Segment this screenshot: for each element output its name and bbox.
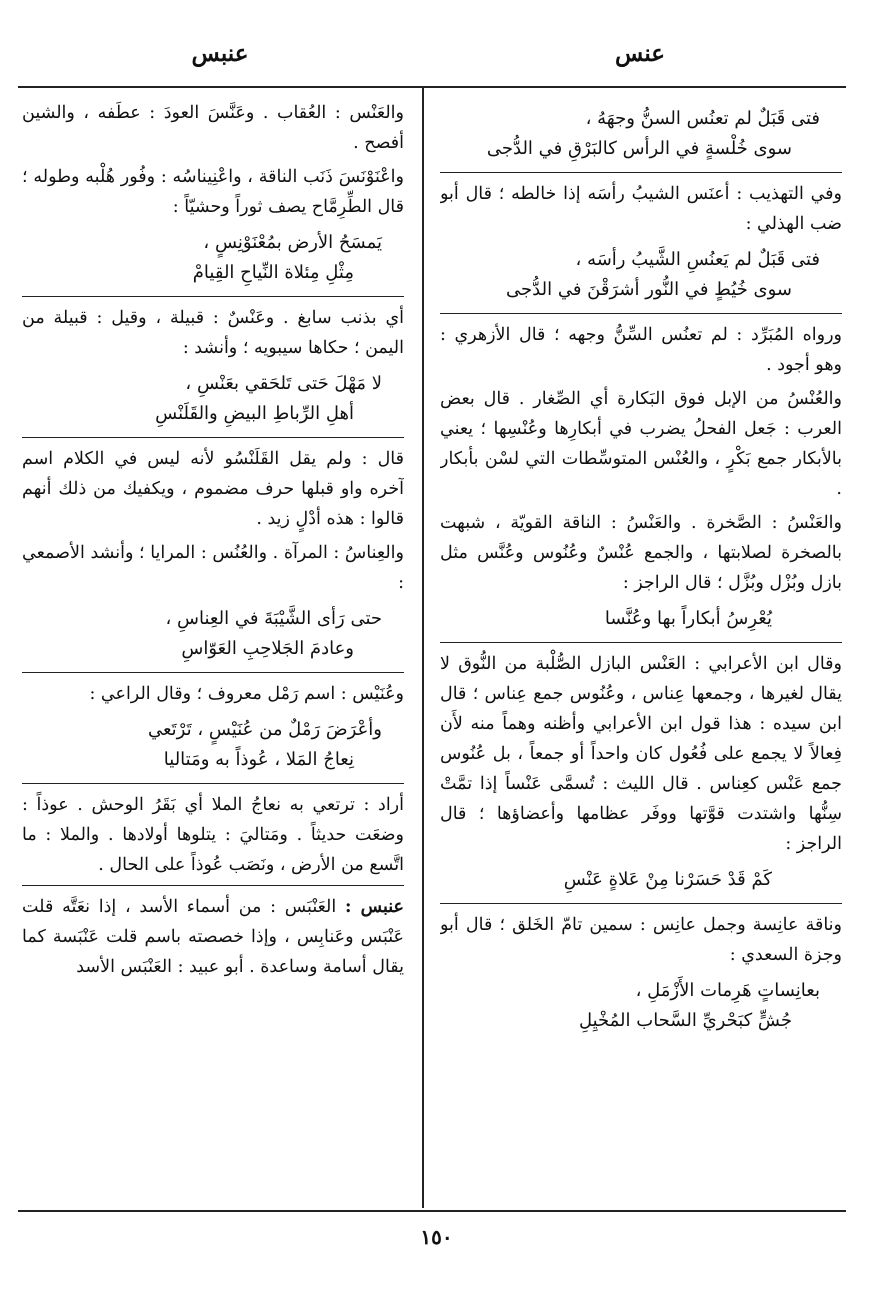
poetry-verse <box>22 604 404 664</box>
poetry-verse <box>440 865 842 895</box>
section-separator <box>22 437 404 438</box>
dictionary-paragraph: والعَنْس : العُقاب . وعَنَّسَ العودَ : عطَفه ، والشين أفصح . <box>22 103 404 153</box>
poetry-verse <box>440 245 842 305</box>
poetry-verse <box>22 228 404 288</box>
dictionary-paragraph: ورواه المُبَرِّد : لم تعنُس السِّنُّ وجهه ؛ قال الأزهري : وهو أجود . <box>440 325 842 375</box>
entry-text: العَنْبَس : من أسماء الأسد ، إذا نعَتَّه قلت عَنْبَس وعَنابِس ، وإذا خصصته باسم قلت عَنْبَسة كما يقال أسامة وساعدة . أبو عبيد : العَنْبَس الأسد <box>22 897 404 977</box>
verse-line: مِثْلِ مِئلاة النِّياحِ القِيامْ <box>192 262 354 283</box>
section-separator <box>440 172 842 173</box>
verse-line: وعادمَ الجَلاحِبِ العَوّاسِ <box>181 638 354 659</box>
poetry-verse <box>440 604 842 634</box>
section-separator <box>440 642 842 643</box>
header-word-right: عنس <box>615 40 665 67</box>
dictionary-paragraph: والعِناسُ : المرآة . والعُنُس : المرايا ؛ وأنشد الأصمعي : <box>22 543 404 593</box>
left-column <box>22 98 404 1208</box>
verse-line: حتى رَأى الشَّيْبَةَ في العِناسِ ، <box>165 608 382 629</box>
dictionary-entry <box>22 892 404 982</box>
section-separator <box>440 313 842 314</box>
header-rule <box>18 86 846 88</box>
dictionary-paragraph: أراد : ترتعي به نعاجُ الملا أي بَقَرُ الوحش . عوذاً : وضعَت حديثاً . ومَتاليَ : يتلوها أولادها . والملا : ما اتَّسع من الأرض ، ونَصَب عُوذاً على الحال . <box>22 795 404 875</box>
poetry-verse <box>440 976 842 1036</box>
section-separator <box>22 672 404 673</box>
verse-line: نِعاجُ المَلا ، عُوذاً به ومَتاليا <box>163 749 354 770</box>
page-number: ١٥٠ <box>420 1225 453 1249</box>
section-separator <box>440 903 842 904</box>
dictionary-paragraph: وقال ابن الأعرابي : العَنْس البازل الصُّلْبة من النُّوق لا يقال لغيرها ، وجمعها عِناس ، وعُنُوس جمع عِناس ؛ قال ابن سيده : هذا قول ابن الأعرابي وأظنه وهماً منه لأَن فِعالاً لا يجمع على فُعُول كان واحداً أو جمعاً ، بل عُنُوس جمع عَنْس كعِناس . قال الليث : تُسمَّى عَنْساً إذا تمَّتْ سِنُّها واشتدت قوَّتها ووفَر عظامها وأعضاؤها ؛ قال الراجز : <box>440 654 842 854</box>
entry-headword: عنبس : <box>344 897 404 917</box>
poetry-verse <box>22 715 404 775</box>
right-column <box>440 98 842 1208</box>
verse-line: سوى خُيُطٍ في النُّور أشرَقْنَ في الدُّجى <box>506 279 792 300</box>
dictionary-paragraph: وناقة عانِسة وجمل عانِس : سمين تامّ الخَلق ؛ قال أبو وجزة السعدي : <box>440 915 842 965</box>
verse-line: لا مَهْلَ حَتى تَلحَقي بعَنْسِ ، <box>185 373 382 394</box>
verse-line: وأعْرَضَ رَمْلٌ من عُنَيْسٍ ، تَرْتَعي <box>147 719 382 740</box>
section-separator <box>22 296 404 297</box>
verse-line: بعانِساتٍ هَرِمات الأَزْمَلِ ، <box>635 980 820 1001</box>
dictionary-paragraph: أي بذنب سابغ . وعَنْسٌ : قبيلة ، وقيل : قبيلة من اليمن ؛ حكاها سيبويه ؛ وأنشد : <box>22 308 404 358</box>
verse-line: جُشٍّ كبَحْريِّ السَّحاب المُخْيِلِ <box>578 1010 792 1031</box>
section-separator <box>22 885 404 886</box>
verse-line: فتى قَبَلٌ لم يَعنُسِ الشَّيبُ رأسَه ، <box>575 249 820 270</box>
verse-line: أهلِ الرِّباطِ البيضِ والقَلَنْسِ <box>155 403 354 424</box>
dictionary-paragraph: وعُنَيْس : اسم رَمْل معروف ؛ وقال الراعي : <box>89 684 404 704</box>
footer-rule <box>18 1210 846 1212</box>
section-separator <box>22 783 404 784</box>
dictionary-paragraph: قال : ولم يقل القَلَنْسُو لأنه ليس في الكلام اسم آخره واو قبلها حرف مضموم ، ويكفيك من ذلك أنهم قالوا : هذه أدْلٍ زيد . <box>22 449 404 529</box>
dictionary-paragraph: واعْنَوْنَسَ ذَنَب الناقة ، واعْنِيناسُه : وفُور هُلْبه وطوله ؛ قال الطِّرِمَّاح يصف ثوراً وحشيّاً : <box>22 167 404 217</box>
poetry-verse <box>440 104 842 164</box>
verse-line: يُعْرِسُ أبكاراً بها وعُنَّسا <box>604 608 772 629</box>
verse-line: يَمسَحُ الأرض بمُعْنَوْنِسٍ ، <box>203 232 382 253</box>
verse-line: فتى قَبَلٌ لم تعنُس السنُّ وجهَهُ ، <box>585 108 820 129</box>
column-divider <box>422 88 424 1208</box>
dictionary-paragraph: والعُنْسُ من الإبل فوق البَكارة أي الصِّغار . قال بعض العرب : جَعل الفحلُ يضرب في أبكارِها وعُنْسِها ؛ يعني بالأبكار جمع بَكْرٍ ، والعُنْس المتوسِّطات التي لسْن بأبكار . <box>440 389 842 499</box>
dictionary-paragraph: وفي التهذيب : أعنَس الشيبُ رأسَه إذا خالطه ؛ قال أبو ضب الهذلي : <box>440 184 842 234</box>
poetry-verse <box>22 369 404 429</box>
dictionary-paragraph: والعَنْسُ : الصَّخرة . والعَنْسُ : الناقة القويّة ، شبهت بالصخرة لصلابتها ، والجمع عُنْسٌ وعُنُوس وعُنَّس مثل بازل وبُزْل وبُزَّل ؛ قال الراجز : <box>440 513 842 593</box>
header-word-left: عنبس <box>191 40 249 67</box>
verse-line: كَمْ قَدْ حَسَرْنا مِنْ عَلاةٍ عَنْسِ <box>563 869 772 890</box>
verse-line: سوى خُلْسةٍ في الرأس كالبَرْقِ في الدُّجى <box>486 138 792 159</box>
